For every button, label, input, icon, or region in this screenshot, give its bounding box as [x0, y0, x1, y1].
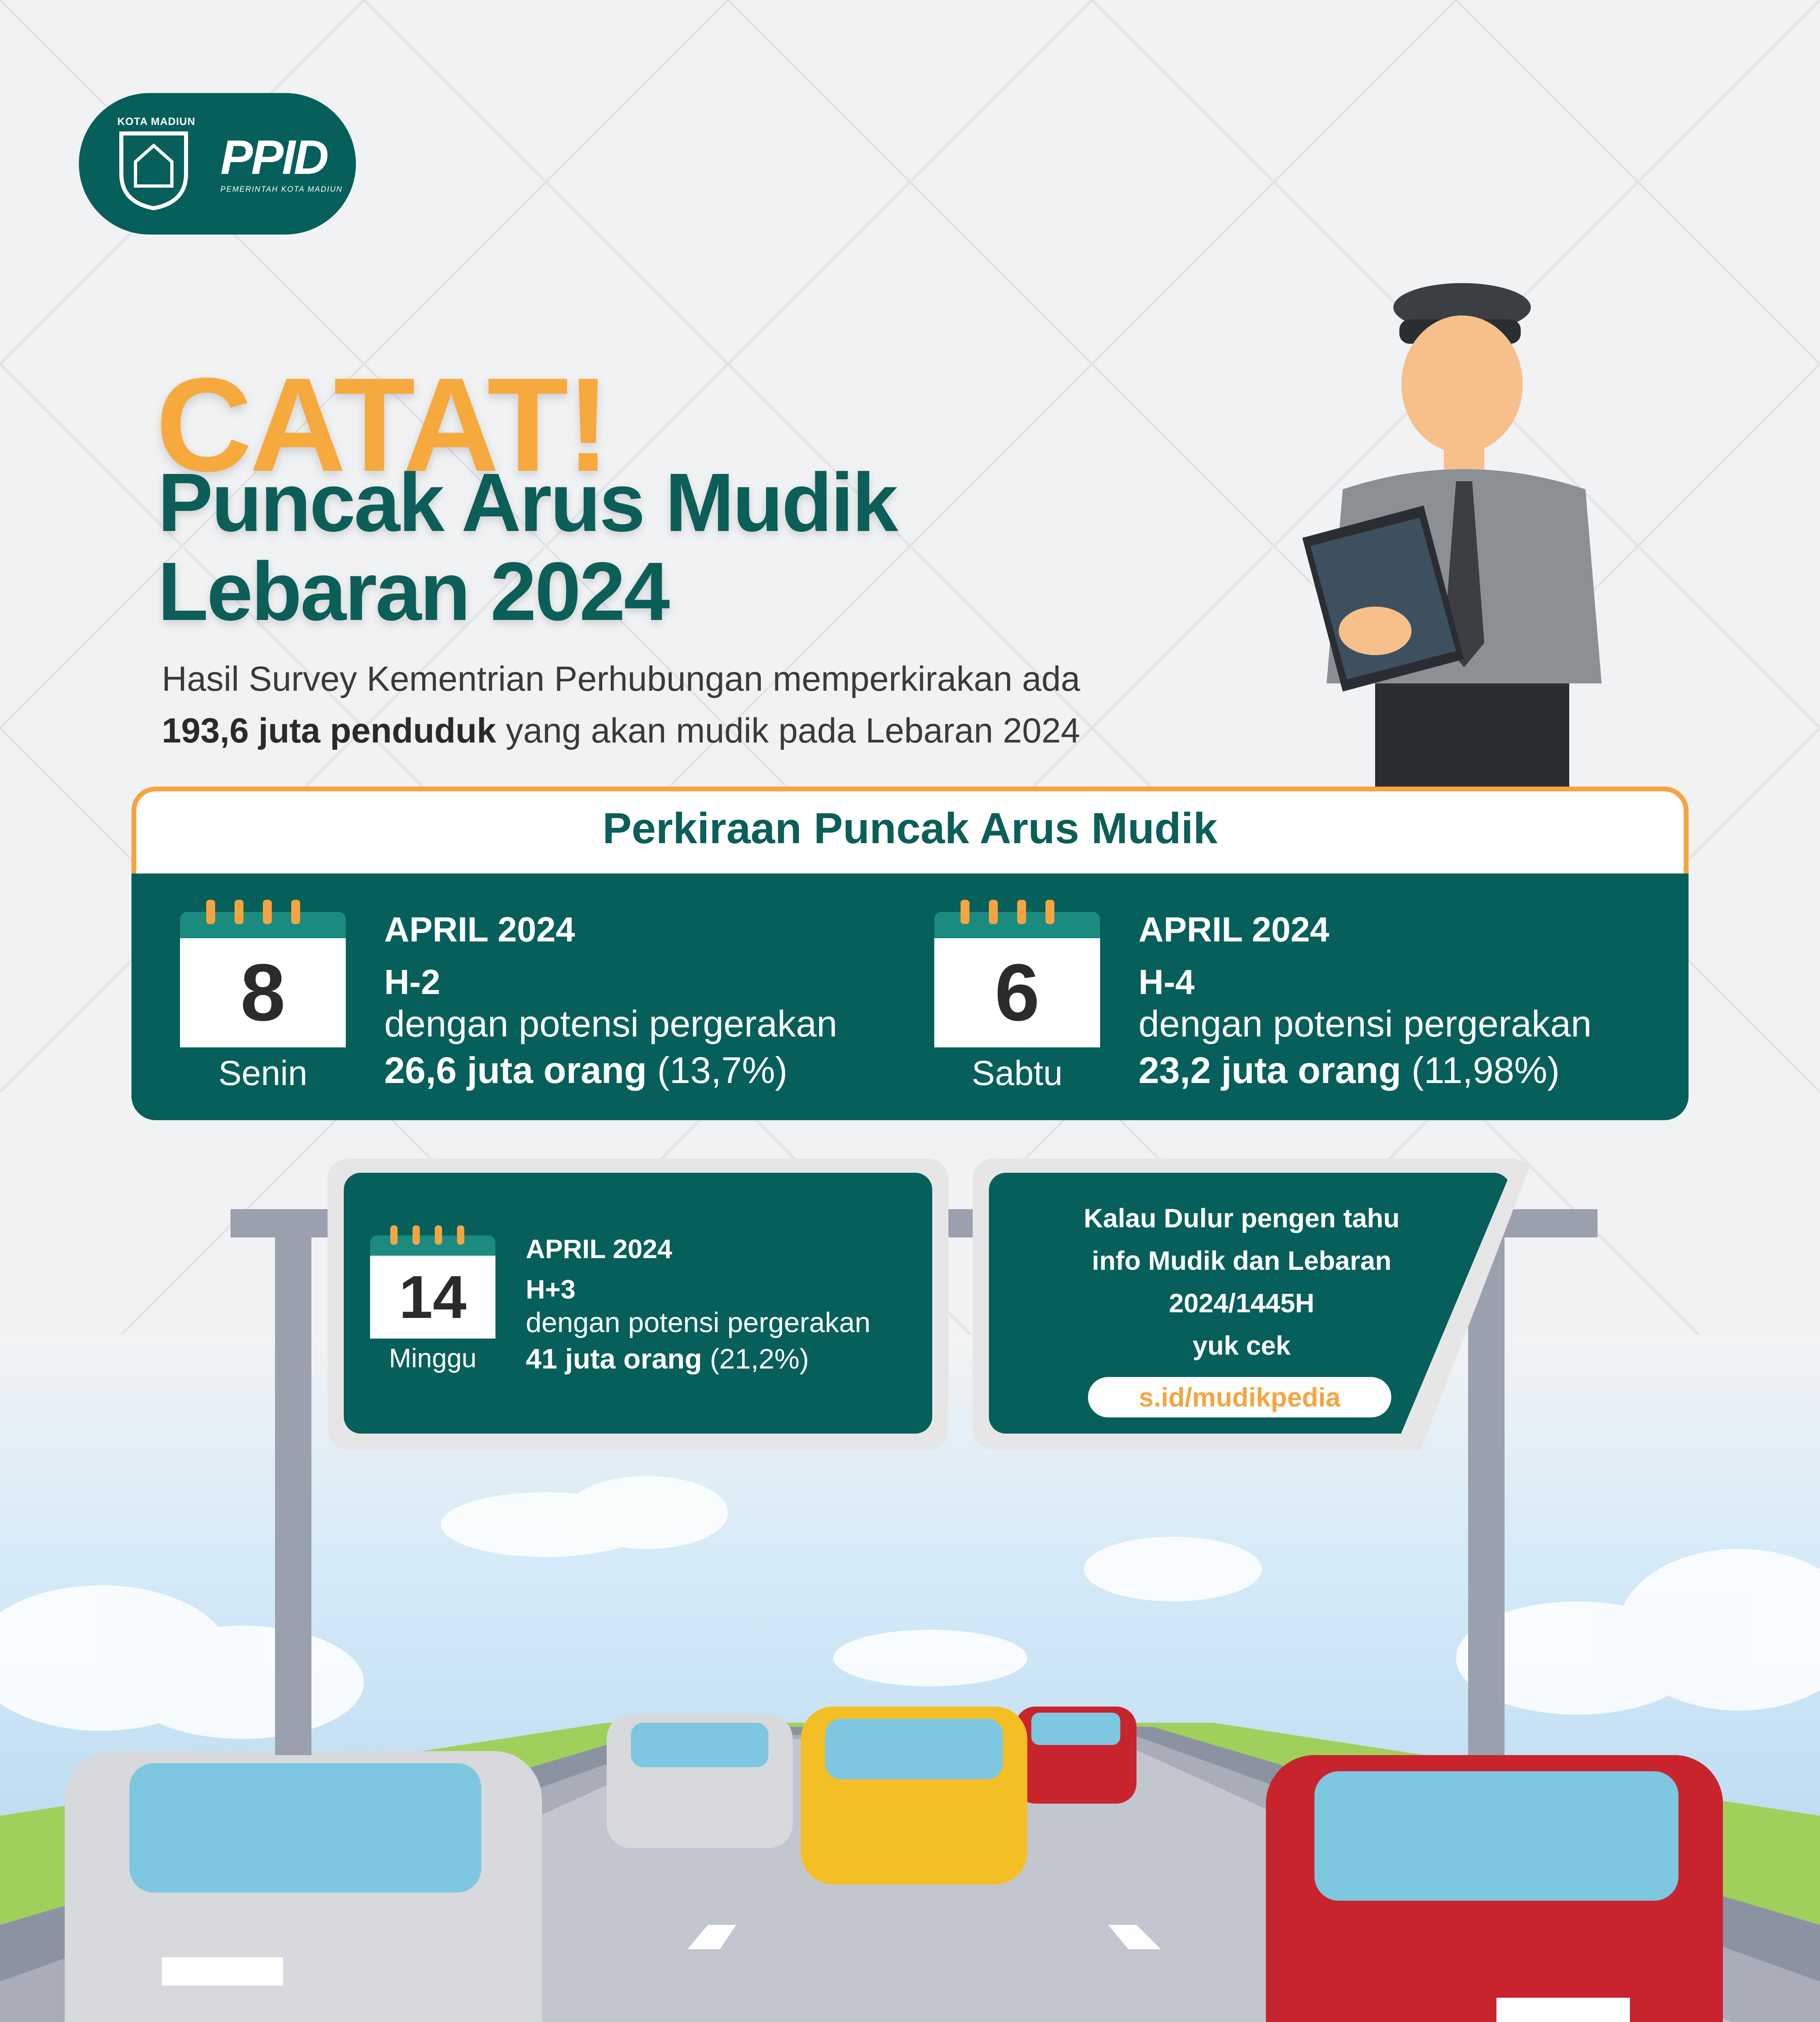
- ppid-brand-sub: PEMERINTAH KOTA MADIUN: [220, 185, 343, 194]
- calendar-ring: [263, 900, 272, 924]
- ppid-brand: PPID: [220, 130, 328, 184]
- calendar-date: 8: [180, 938, 346, 1047]
- city-emblem-icon: [117, 129, 190, 210]
- estimate-desc: dengan potensi pergerakan: [1139, 1003, 1592, 1045]
- estimate-people: 41 juta orang (21,2%): [526, 1343, 809, 1375]
- estimate-month: APRIL 2024: [384, 910, 575, 949]
- estimate-desc: dengan potensi pergerakan: [384, 1003, 838, 1045]
- info-text: Kalau Dulur pengen tahu info Mudik dan Lebaran 2024/1445H yuk cek: [1084, 1203, 1400, 1360]
- estimate-month: APRIL 2024: [1139, 910, 1329, 949]
- calendar-ring: [413, 1225, 420, 1245]
- calendar-ring: [989, 900, 998, 924]
- page-title-line2: Lebaran 2024: [158, 545, 669, 638]
- calendar-day: Senin: [218, 1054, 307, 1093]
- calendar-day: Minggu: [389, 1343, 477, 1373]
- calendar-day: Sabtu: [971, 1054, 1063, 1093]
- calendar-icon: [370, 1235, 495, 1256]
- calendar-ring: [206, 900, 215, 924]
- mudikpedia-link[interactable]: s.id/mudikpedia: [1088, 1377, 1391, 1417]
- estimate-h-day: H-4: [1139, 963, 1195, 1002]
- estimate-desc: dengan potensi pergerakan: [526, 1307, 871, 1338]
- estimate-people: 26,6 juta orang (13,7%): [384, 1050, 788, 1091]
- calendar-date: 6: [934, 938, 1100, 1047]
- estimate-month: APRIL 2024: [526, 1234, 672, 1264]
- survey-highlight: 193,6 juta penduduk: [162, 711, 496, 750]
- estimate-heading: Perkiraan Puncak Arus Mudik: [602, 804, 1218, 852]
- calendar-ring: [457, 1225, 464, 1245]
- page-title-line1: Puncak Arus Mudik: [158, 456, 897, 549]
- calendar-ring: [235, 900, 243, 924]
- estimate-h-day: H+3: [526, 1274, 576, 1304]
- calendar-ring: [1045, 900, 1054, 924]
- calendar-ring: [435, 1225, 442, 1245]
- estimate-people: 23,2 juta orang (11,98%): [1139, 1050, 1560, 1091]
- calendar-ring: [961, 900, 969, 924]
- calendar-ring: [291, 900, 300, 924]
- calendar-ring: [390, 1225, 398, 1245]
- city-label: KOTA MADIUN: [117, 115, 195, 127]
- calendar-date: 14: [370, 1256, 495, 1339]
- calendar-ring: [1017, 900, 1026, 924]
- estimate-h-day: H-2: [384, 963, 440, 1002]
- survey-text: Hasil Survey Kementrian Perhubungan memperkirakan ada 193,6 juta penduduk yang akan mudik pada Lebaran 2024: [162, 660, 1080, 750]
- headline-exclaim: CATAT!: [156, 350, 608, 499]
